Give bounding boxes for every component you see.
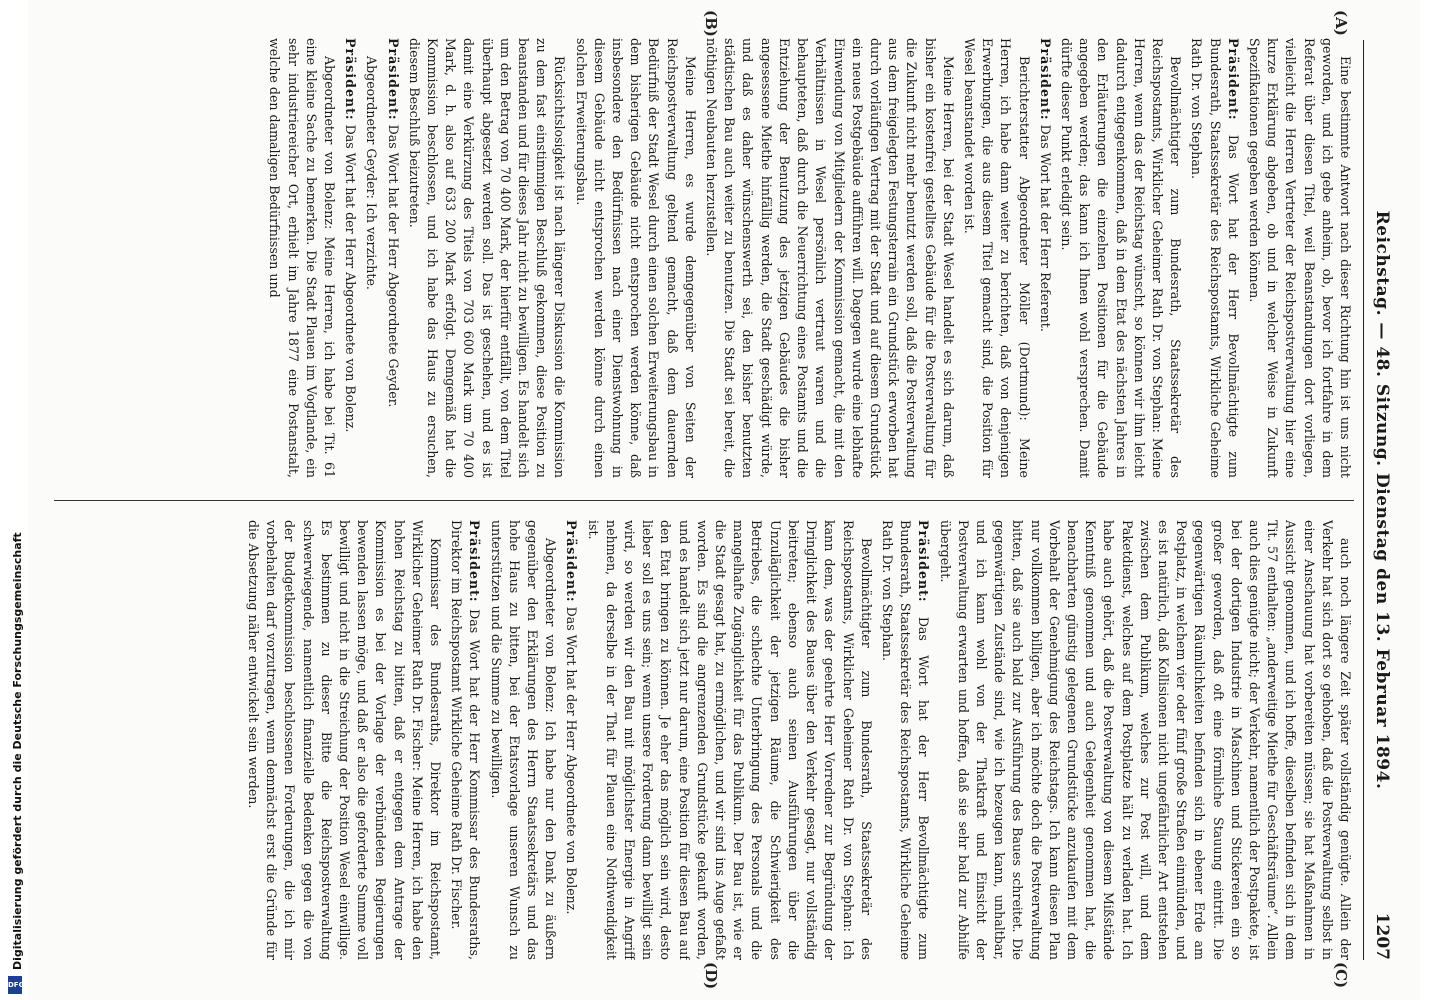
paragraph [265, 38, 338, 478]
paragraph [486, 520, 559, 960]
dfg-logo-icon: DFG [8, 976, 22, 994]
paragraph [341, 38, 359, 478]
paragraph [1036, 38, 1054, 478]
scanned-page [28, 0, 1420, 1000]
paragraph [383, 38, 401, 478]
paragraph-text: Kommissar des Bundesraths, Direktor im Reichspostamt, Wirklicher Geheimer Rath Dr. Fischer: Meine Herren, ich habe den hohen Reichstag zu bitten, daß er entgegen dem Antrage der Kommission es bei der Vorlage der verbündeten Regierungen bewenden lassen möge, und daß er also die geforderte Summe voll bewilligt und nicht in die Streichung der Position Wesel einwillige. Es bestimmen zu dieser Bitte die Reichspostverwaltung schwerwiegende, namentlich finanzielle Bedenken gegen die von der Budgetkommission beschlossenen Forderungen, die ich mir vorbehalten darf vorzutragen, wenn demnächst erst die Gründe für die Absetzung näher entwickelt sein werden. [246, 520, 444, 960]
speaker-label: Präsident: [1037, 38, 1053, 121]
paragraph-text: Das Wort hat der Herr Abgeordnete Geyder. [385, 124, 401, 408]
paragraph [447, 520, 483, 960]
digitization-credit: Digitalisierung gefördert durch die Deutsche Forschungsgemeinschaft [11, 532, 24, 970]
paragraph-text: Das Wort hat der Herr Bevollmächtigte zum Bundesrath, Staatssekretär des Reichspostamts, Wirkliche Geheime Rath Dr. von Stephan. [879, 520, 932, 960]
paragraph-text: Abgeordneter von Bolenz: Meine Herren, ich habe bei Tit. 61 eine kleine Sache zu bemerken. Die Stadt Plauen im Vogtlande, ein sehr industriereicher Ort, erhielt im Jahre 1877 eine Postanstalt, welche den damaligen Bedürfnissen und [267, 38, 338, 478]
left-text-column [54, 38, 1354, 478]
speaker-label: Präsident: [467, 520, 483, 603]
paragraph-text: Bevollmächtigter zum Bundesrath, Staatssekretär des Reichspostamts, Wirklicher Geheimer Rath Dr. von Stephan: Ich kann dem, was der geehrte Herr Vorredner zur Begründung der Dringlichkeit des Baues über den Verkehr gesagt, nur vollständig beitreten; ebenso auch seinen Ausführungen über die Unzuläglichkeit der jetzigen Räume, die Schwierigkeit des Betriebes, die schlechte Unterbringung des Personals und die mangelhafte Zugänglichkeit für das Publikum. Der Bau ist, wie er die Stadt gesagt hat, zu ermöglichen, und wir sind ins Auge gefaßt worden. Es sind die angrenzenden Grundstücke gekauft worden, und es handelt sich jetzt nur darum, eine Position für diesen Bau auf den Etat bringen zu können. Je eher das möglich sein wird, desto lieber soll es uns sein; wenn unsere Forderung dann bewilligt sein wird, so werden wir den Bau mit möglichster Energie in Angriff nehmen, da derselbe in der That für Plauen eine Nothwendigkeit ist. [585, 520, 874, 960]
paragraph [1057, 38, 1184, 478]
paragraph [244, 520, 444, 960]
margin-letter-d: (D) [702, 962, 720, 990]
page-title: Reichstag. — 48. Sitzung. Dienstag den 13. Februar 1894. [1372, 210, 1392, 790]
margin-letter-a: (A) [1332, 10, 1350, 36]
page-header [1363, 40, 1398, 960]
speaker-label: Präsident: [916, 520, 932, 603]
paragraph-text: Das Wort hat der Herr Abgeordnete von Bolenz. [564, 606, 580, 915]
right-text-column [54, 520, 1354, 960]
paragraph-text: Meine Herren, bei der Stadt Wesel handelt es sich darum, daß bisher ein kostenfrei gestelltes Gebäude für die Postverwaltung für die Zukunft nicht mehr benutzt werden soll, daß die Postverwaltung aus dem freigelegten Festungsterrain ein Grundstück erworben hat durch vorläufigen Vertrag mit der Stadt und auf diesem Grundstück ein neues Postgebäude aufführen will. Dagegen wurde eine lebhafte Einwendung von Mitgliedern der Kommission gemacht, die mit den Verhältnissen in Wesel persönlich vertraut waren und die behaupteten, daß durch die Neuerrichtung eines Postamts und die Entziehung der Benutzung des jetzigen Gebäudes die bisher angesessene Miethe hinfällig werden, die Stadt geschädigt würde, und daß es daher wünschenswerth sei, den bisher benutzten städtischen Bau auch weiter zu benutzen. Die Stadt sei bereit, die nöthigen Neubauten herzustellen. [704, 38, 956, 478]
speaker-label: Präsident: [385, 38, 401, 121]
page-number: 1207 [1372, 912, 1392, 960]
paragraph [362, 38, 380, 478]
paragraph [960, 38, 1033, 478]
speaker-label: Präsident: [1225, 38, 1241, 121]
paragraph [405, 38, 569, 478]
paragraph [1187, 38, 1242, 478]
paragraph-text: Abgeordneter von Bolenz: Ich habe nur den Dank zu äußern gegenüber den Erklärungen des Herrn Staatssekretärs und das hohe Haus zu bitten, bei der Etatsvorlage unseren Wunsch zu unterstützen und die Summe zu bewilligen. [488, 520, 559, 960]
paragraph-text: auch noch längere Zeit später vollständig genügte. Allein der Verkehr hat sich dort so gehoben, daß die Postverwaltung selbst in einer Anschauung hat vorbereiten müssen; sie hat Maßnahmen in Aussicht genommen, und ich hoffe, dieselben befinden sich in dem Tit. 57 enthalten: „anderweitige Miethe für Geschäftsräume“. Allein auch dies genügte nicht; der Verkehr, namentlich der Postpakete, ist bei der dortigen Industrie in Maschinen und Stickereien ein so großer geworden, daß oft eine förmliche Stauung eintritt. Die gegenwärtigen Räumlichkeiten befinden sich in ebener Erde am Postplatz, in welchem vier oder fünf große Straßen einmünden, und es ist natürlich, daß Kollisionen nicht ungefährlicher Art entstehen zwischen dem Publikum, welches zur Post will, und dem Paketdienst, welches auf dem Postplatze hält zu verladen hat. Ich habe auch gehört, daß die Postverwaltung von diesem Mißstände Kenntniß genommen und auch Gelegenheit genommen hat, die benachbarten günstig gelegenen Grundstücke anzukaufen mit dem Vorbehalt der Genehmigung des Reichstags. Ich kann diesen Plan nur vollkommen billigen, aber ich möchte doch die Postverwaltung bitten, daß sie auch bald zur Ausführung des Baues schreitet. Die gegenwärtigen Zustände sind, wie ich bezeugen kann, unhaltbar, und ich kann wohl von der Thatkraft und Einsicht der Postverwaltung erwarten und hoffen, daß sie sehr bald zur Abhilfe übergeht. [937, 520, 1353, 960]
speaker-label: Präsident: [564, 520, 580, 603]
paragraph [935, 520, 1354, 960]
paragraph [1245, 38, 1354, 478]
paragraph-text: Das Wort hat der Herr Abgeordnete von Bolenz. [343, 124, 359, 433]
paragraph-text: Das Wort hat der Herr Referent. [1037, 124, 1053, 332]
paragraph-text: Bevollmächtigter zum Bundesrath, Staatssekretär des Reichspostamts, Wirklicher Geheimer Rath Dr. von Stephan: Meine Herren, wenn das der Reichstag wünscht, so können wir ihm leicht dadurch entgegenkommen, daß in dem Etat des nächsten Jahres in den Erläuterungen die einzelnen Positionen für die Gebäude angegeben werden; das kann ich Ihnen wohl versprechen. Damit dürfte dieser Punkt erledigt sein. [1058, 38, 1184, 478]
paragraph-text: Abgeordneter Geyder: Ich verzichte. [364, 56, 380, 290]
footer-strip [6, 494, 28, 994]
paragraph-text: Das Wort hat der Herr Bevollmächtigte zum Bundesrath, Staatssekretär des Reichspostamts, Wirkliche Geheime Rath Dr. von Stephan. [1189, 38, 1241, 478]
margin-letter-b: (B) [702, 10, 720, 37]
column-divider [54, 500, 1354, 501]
paragraph [583, 520, 874, 960]
margin-letter-c: (C) [1332, 962, 1350, 989]
paragraph [878, 520, 933, 960]
paragraph-text: Meine Herren, es wurde demgegenüber von Seiten der Reichspostverwaltung geltend gemacht, daß dem dauernden Bedürfniß der Stadt Wesel durch einen solchen Erweiterungsbau in dem bisherigen Gebäude nicht entsprochen werden könne, daß insbesondere den Bedürfnissen nach einer Dienstwohnung in diesem Gebäude nicht entsprochen werden könne durch einen solchen Erweiterungsbau. [573, 38, 698, 478]
paragraph-text: Eine bestimmte Antwort nach dieser Richtung hin ist uns nicht geworden, und ich gebe anheim, ob, bevor ich fortfahre in dem Referat über diesen Titel, weil Beanstandungen dort vorliegen, vielleicht die Herren Vertreter der Reichspostverwaltung hier eine kurze Erklärung abgeben, ob und in welcher Weise in Zukunft Spezifikationen gegeben werden können. [1246, 38, 1353, 478]
paragraph [702, 38, 957, 478]
paragraph-text: Rücksichtslosigkeit ist nach längerer Diskussion die Kommission zu dem fast einstimmigen Beschluß gekommen, diese Position zu beanstanden und für dieses Jahr nicht zu bewilligen. Es handelt sich um den Betrag von 70 400 Mark, der hierfür entfällt, von dem Titel überhaupt abgesetzt werden soll. Das ist geschehen, und es ist damit eine Verkürzung des Titels von 703 600 Mark um 70 400 Mark, d. h. also auf 633 200 Mark erfolgt. Demgemäß hat die Kommission beschlossen, und ich habe das Haus zu ersuchen, diesem Beschluß beizutreten. [406, 38, 568, 478]
speaker-label: Präsident: [343, 38, 359, 121]
paragraph-text: Das Wort hat der Herr Kommissar des Bundesraths, Direktor im Reichspostamt Wirkliche Geheime Rath Dr. Fischer. [449, 520, 483, 960]
paragraph [571, 38, 698, 478]
paragraph-text: Berichterstatter Abgeordneter Möller (Dortmund): Meine Herren, ich habe dann weiter zu berichten, daß von denjenigen Erwerbungen, die aus diesem Titel gemacht sind, die Position für Wesel beanstandet worden ist. [961, 38, 1032, 478]
paragraph [562, 520, 580, 960]
